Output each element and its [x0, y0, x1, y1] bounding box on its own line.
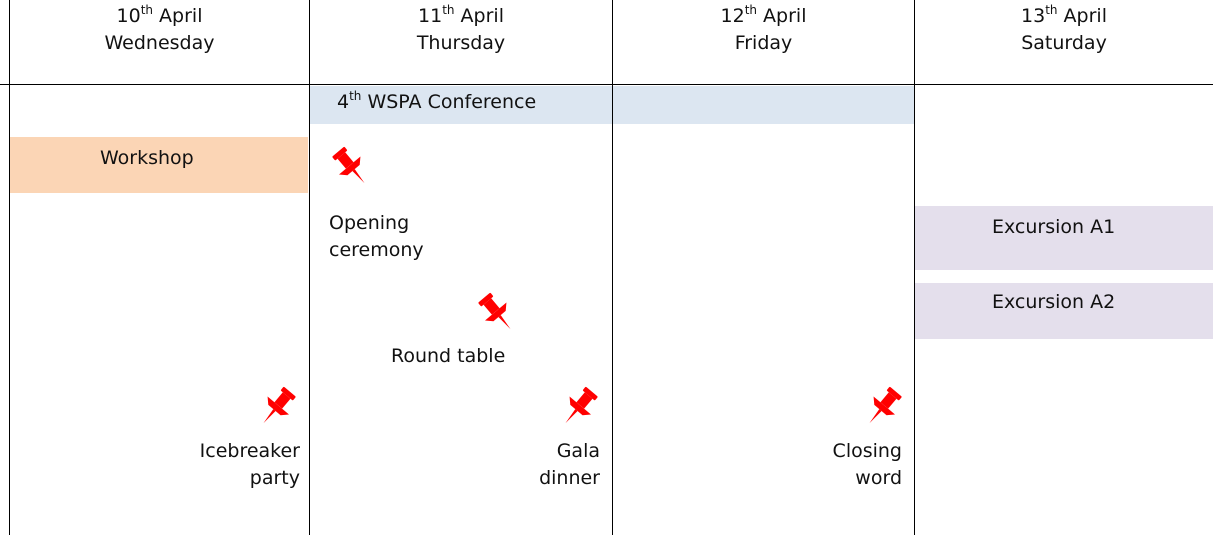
- pushpin-icon: [330, 144, 372, 190]
- day-header-saturday: [915, 3, 1213, 83]
- event-label-line: Closing: [832, 440, 902, 462]
- day-header-date: 13th April: [1021, 3, 1107, 27]
- day-header-date: 12th April: [720, 3, 807, 27]
- pushpin-icon: [476, 290, 518, 336]
- event-round-table: [391, 343, 505, 370]
- pushpin-icon: [862, 384, 904, 430]
- day-header-weekday: Thursday: [416, 32, 506, 54]
- header-separator: [0, 84, 1213, 85]
- event-label-line: ceremony: [329, 239, 424, 261]
- pushpin-icon: [256, 384, 298, 430]
- event-label-line: party: [249, 467, 300, 489]
- day-header-date: 10th April: [116, 3, 203, 27]
- day-header-weekday: Saturday: [1021, 32, 1107, 54]
- day-header-thursday: [310, 3, 612, 83]
- event-icebreaker-party: [110, 438, 300, 492]
- event-gala-dinner: [460, 438, 600, 492]
- event-label-line: Opening: [329, 212, 410, 234]
- event-label-line: Gala: [556, 440, 600, 462]
- excursion-a1-label: Excursion A1: [992, 216, 1116, 238]
- day-header-weekday: Wednesday: [104, 32, 215, 54]
- event-label-line: Icebreaker: [199, 440, 300, 462]
- event-label-line: Round table: [391, 345, 506, 367]
- day-header-weekday: Friday: [734, 32, 793, 54]
- day-header-wednesday: [10, 3, 309, 83]
- event-closing-word: [760, 438, 902, 492]
- event-label-line: dinner: [539, 467, 600, 489]
- workshop-label: Workshop: [100, 147, 194, 169]
- conference-label: 4th WSPA Conference: [337, 89, 537, 113]
- excursion-a2-label: Excursion A2: [992, 291, 1116, 313]
- event-label-line: word: [855, 467, 902, 489]
- day-header-friday: [613, 3, 914, 83]
- day-header-date: 11th April: [418, 3, 504, 27]
- event-opening-ceremony: [329, 210, 424, 264]
- pushpin-icon: [558, 384, 600, 430]
